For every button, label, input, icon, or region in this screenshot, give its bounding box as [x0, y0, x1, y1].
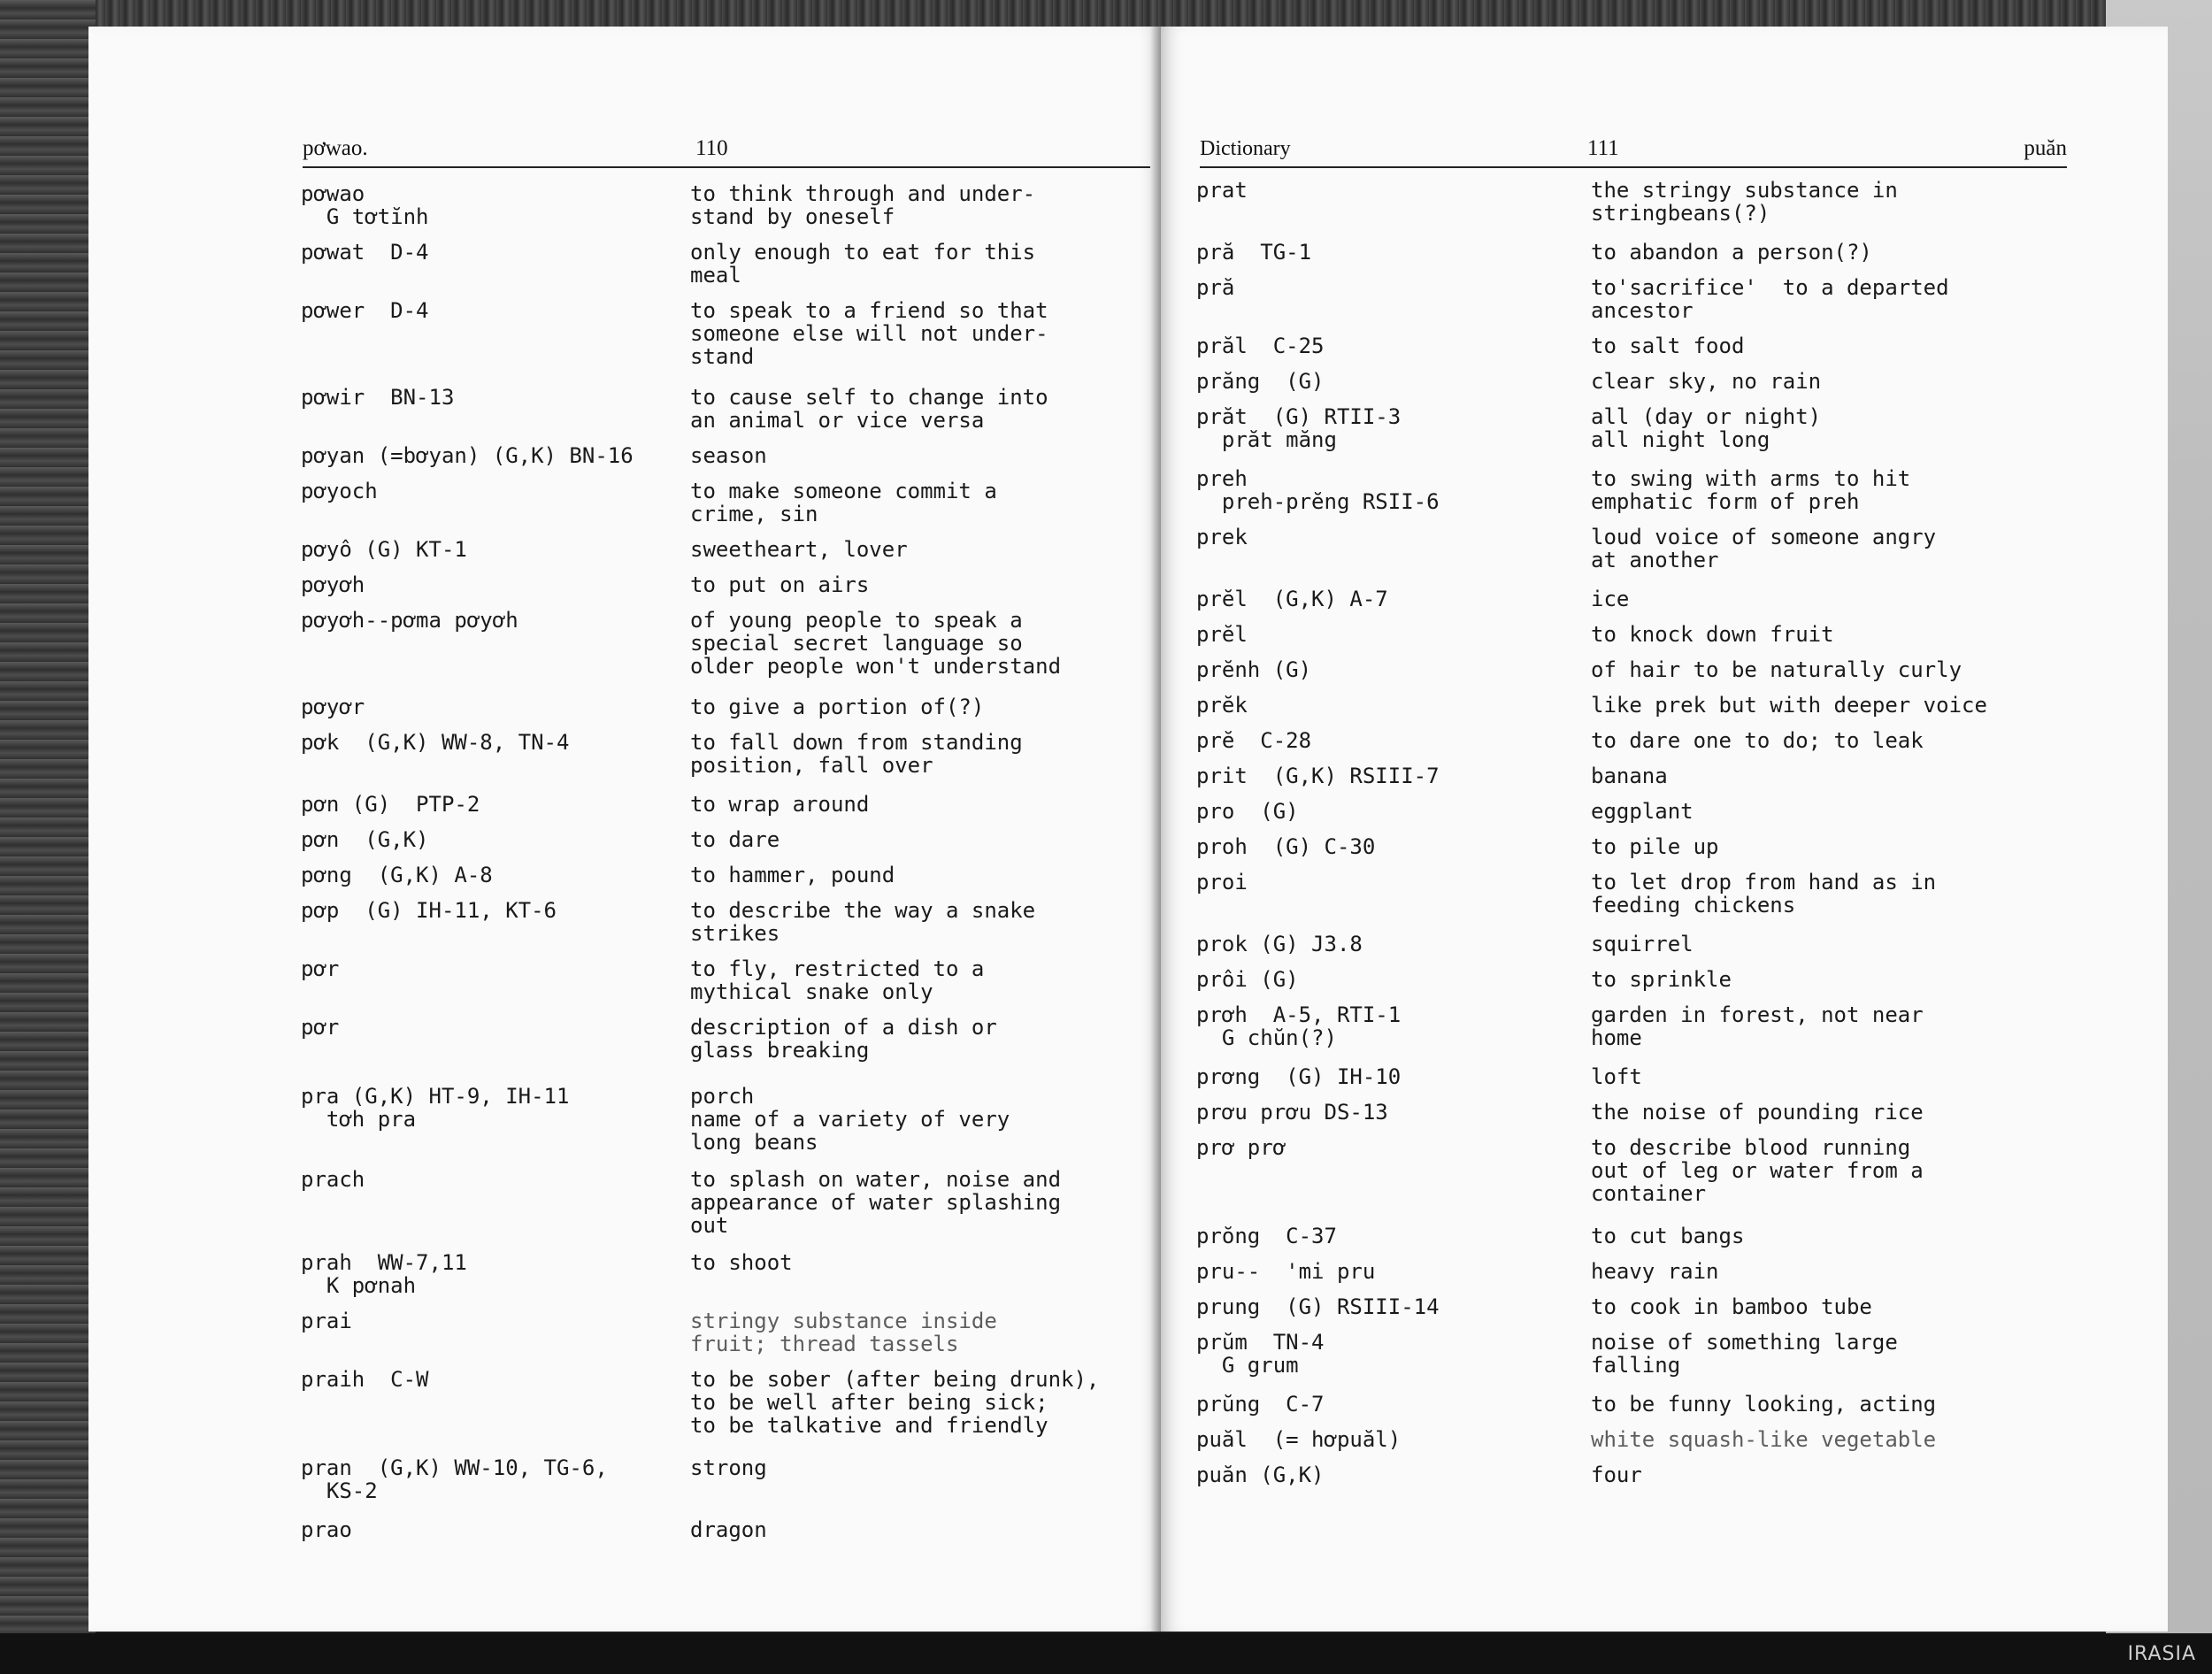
entry-headword: puăn (G,K): [1196, 1463, 1325, 1487]
entry-definition: to think through and under- stand by oneself: [690, 181, 1036, 229]
entry-headword: pơyơh--pơma pơyơh: [301, 608, 518, 633]
entry-headword: prĕ C-28: [1196, 728, 1312, 753]
entry-headword: prŭm TN-4 G grum: [1196, 1330, 1325, 1378]
entry-definition: to be sober (after being drunk), to be well after being sick; to be talkative and friendly: [690, 1367, 1100, 1438]
scan-background-left: [0, 0, 96, 1637]
entry-definition: noise of something large falling: [1591, 1330, 1898, 1378]
entry-headword: puăl (= hơpuăl): [1196, 1427, 1402, 1452]
entry-definition: to shoot: [690, 1250, 793, 1275]
entry-definition: to cook in bamboo tube: [1591, 1294, 1872, 1319]
entry-definition: to fall down from standing position, fall over: [690, 730, 1023, 778]
entry-headword: pră: [1196, 275, 1235, 300]
entry-headword: prok (G) J3.8: [1196, 932, 1363, 956]
entry-definition: to pile up: [1591, 834, 1719, 859]
right-page: [1161, 27, 2168, 1632]
entry-definition: to give a portion of(?): [690, 695, 985, 719]
entry-headword: prơ prơ: [1196, 1135, 1286, 1160]
entry-definition: to dare one to do; to leak: [1591, 728, 1924, 753]
entry-headword: pơr: [301, 956, 340, 981]
entry-headword: pơk (G,K) WW-8, TN-4: [301, 730, 570, 755]
entry-definition: dragon: [690, 1517, 767, 1542]
entry-definition: the stringy substance in stringbeans(?): [1591, 178, 1898, 226]
entry-definition: season: [690, 443, 767, 468]
entry-headword: prah WW-7,11 K pơnah: [301, 1250, 467, 1298]
entry-definition: sweetheart, lover: [690, 537, 908, 562]
entry-headword: prek: [1196, 525, 1248, 549]
entry-headword: pơyoch: [301, 479, 378, 503]
entry-headword: pră TG-1: [1196, 240, 1312, 265]
right-header-page-number: 111: [1587, 136, 1619, 160]
entry-headword: pơwir BN-13: [301, 385, 455, 410]
entry-definition: eggplant: [1591, 799, 1694, 824]
entry-headword: pơr: [301, 1015, 340, 1040]
entry-definition: to fly, restricted to a mythical snake only: [690, 956, 985, 1004]
entry-headword: prăt (G) RTII-3 prăt măng: [1196, 404, 1402, 452]
entry-definition: to speak to a friend so that someone else will not under- stand: [690, 298, 1048, 369]
entry-definition: to put on airs: [690, 572, 870, 597]
entry-headword: pro (G): [1196, 799, 1299, 824]
entry-headword: pơng (G,K) A-8: [301, 863, 493, 887]
entry-headword: pơyan (=bơyan) (G,K) BN-16: [301, 443, 634, 468]
entry-definition: to abandon a person(?): [1591, 240, 1872, 265]
entry-definition: to hammer, pound: [690, 863, 895, 887]
entry-headword: prit (G,K) RSIII-7: [1196, 764, 1440, 788]
entry-definition: like prek but with deeper voice: [1591, 693, 1987, 718]
entry-headword: pơn (G,K): [301, 827, 429, 852]
entry-definition: to describe the way a snake strikes: [690, 898, 1036, 946]
entry-definition: strong: [690, 1455, 767, 1480]
entry-definition: white squash-like vegetable: [1591, 1427, 1937, 1452]
entry-definition: of young people to speak a special secret language so older people won't understand: [690, 608, 1062, 679]
watermark-text: IRASIA: [2127, 1643, 2196, 1665]
entry-definition: to swing with arms to hit emphatic form of preh: [1591, 466, 1911, 514]
entry-definition: garden in forest, not near home: [1591, 1002, 1924, 1050]
entry-headword: prĕnh (G): [1196, 657, 1312, 682]
entry-headword: pơyô (G) KT-1: [301, 537, 467, 562]
entry-headword: prung (G) RSIII-14: [1196, 1294, 1440, 1319]
bottom-bar: [0, 1633, 2212, 1674]
entry-definition: to salt food: [1591, 334, 1745, 358]
entry-headword: pru-- 'mi pru: [1196, 1259, 1376, 1284]
entry-headword: pran (G,K) WW-10, TG-6, KS-2: [301, 1455, 608, 1503]
entry-definition: clear sky, no rain: [1591, 369, 1822, 394]
entry-headword: pơyơh: [301, 572, 365, 597]
entry-headword: prĕl: [1196, 622, 1248, 647]
entry-definition: loft: [1591, 1064, 1642, 1089]
entry-definition: to cause self to change into an animal or vice versa: [690, 385, 1048, 433]
left-header-page-number: 110: [695, 136, 728, 160]
entry-headword: prăng (G): [1196, 369, 1325, 394]
entry-headword: prai: [301, 1309, 352, 1333]
entry-headword: pơwat D-4: [301, 240, 429, 265]
entry-definition: description of a dish or glass breaking: [690, 1015, 997, 1063]
entry-definition: ice: [1591, 587, 1630, 611]
right-header-headword: puăn: [2024, 136, 2067, 160]
entry-definition: heavy rain: [1591, 1259, 1719, 1284]
entry-definition: the noise of pounding rice: [1591, 1100, 1924, 1125]
entry-headword: prĕl (G,K) A-7: [1196, 587, 1388, 611]
left-page-header: [303, 131, 1161, 168]
entry-definition: to make someone commit a crime, sin: [690, 479, 997, 526]
entry-headword: prat: [1196, 178, 1248, 203]
entry-headword: pơyơr: [301, 695, 365, 719]
entry-definition: squirrel: [1591, 932, 1694, 956]
entry-headword: prơng (G) IH-10: [1196, 1064, 1402, 1089]
entry-headword: prĕk: [1196, 693, 1248, 718]
entry-headword: prăl C-25: [1196, 334, 1325, 358]
entry-definition: to wrap around: [690, 792, 870, 817]
entry-definition: only enough to eat for this meal: [690, 240, 1036, 288]
entry-definition: to sprinkle: [1591, 967, 1732, 992]
entry-headword: prao: [301, 1517, 352, 1542]
entry-definition: to knock down fruit: [1591, 622, 1834, 647]
entry-definition: to be funny looking, acting: [1591, 1392, 1937, 1417]
entry-definition: porch name of a variety of very long beans: [690, 1084, 1010, 1155]
entry-headword: proi: [1196, 870, 1248, 895]
entry-definition: of hair to be naturally curly: [1591, 657, 1962, 682]
entry-headword: prŏng C-37: [1196, 1224, 1337, 1248]
entry-definition: four: [1591, 1463, 1642, 1487]
entry-headword: praih C-W: [301, 1367, 429, 1392]
entry-headword: preh preh-prĕng RSII-6: [1196, 466, 1440, 514]
entry-definition: to'sacrifice' to a departed ancestor: [1591, 275, 1949, 323]
entry-definition: to dare: [690, 827, 780, 852]
entry-headword: pra (G,K) HT-9, IH-11 tơh pra: [301, 1084, 570, 1132]
entry-definition: to splash on water, noise and appearance of water splashing out: [690, 1167, 1062, 1238]
entry-headword: pơwer D-4: [301, 298, 429, 323]
right-header-book-title: Dictionary: [1200, 137, 1291, 160]
entry-definition: to let drop from hand as in feeding chickens: [1591, 870, 1937, 918]
entry-definition: to describe blood running out of leg or water from a container: [1591, 1135, 1924, 1206]
entry-headword: prach: [301, 1167, 365, 1192]
entry-headword: prơh A-5, RTI-1 G chŭn(?): [1196, 1002, 1402, 1050]
entry-headword: pơn (G) PTP-2: [301, 792, 480, 817]
entry-headword: prơu prơu DS-13: [1196, 1100, 1388, 1125]
entry-definition: loud voice of someone angry at another: [1591, 525, 1937, 572]
left-header-headword: pơwao.: [303, 136, 368, 160]
entry-headword: pơwao G tơtĭnh: [301, 181, 429, 229]
entry-headword: prôi (G): [1196, 967, 1299, 992]
entry-headword: prŭng C-7: [1196, 1392, 1325, 1417]
right-page-header: [1200, 131, 2067, 168]
entry-definition: stringy substance inside fruit; thread tassels: [690, 1309, 997, 1356]
entry-definition: all (day or night) all night long: [1591, 404, 1822, 452]
entry-definition: banana: [1591, 764, 1668, 788]
entry-headword: proh (G) C-30: [1196, 834, 1376, 859]
entry-headword: pơp (G) IH-11, KT-6: [301, 898, 557, 923]
entry-definition: to cut bangs: [1591, 1224, 1745, 1248]
